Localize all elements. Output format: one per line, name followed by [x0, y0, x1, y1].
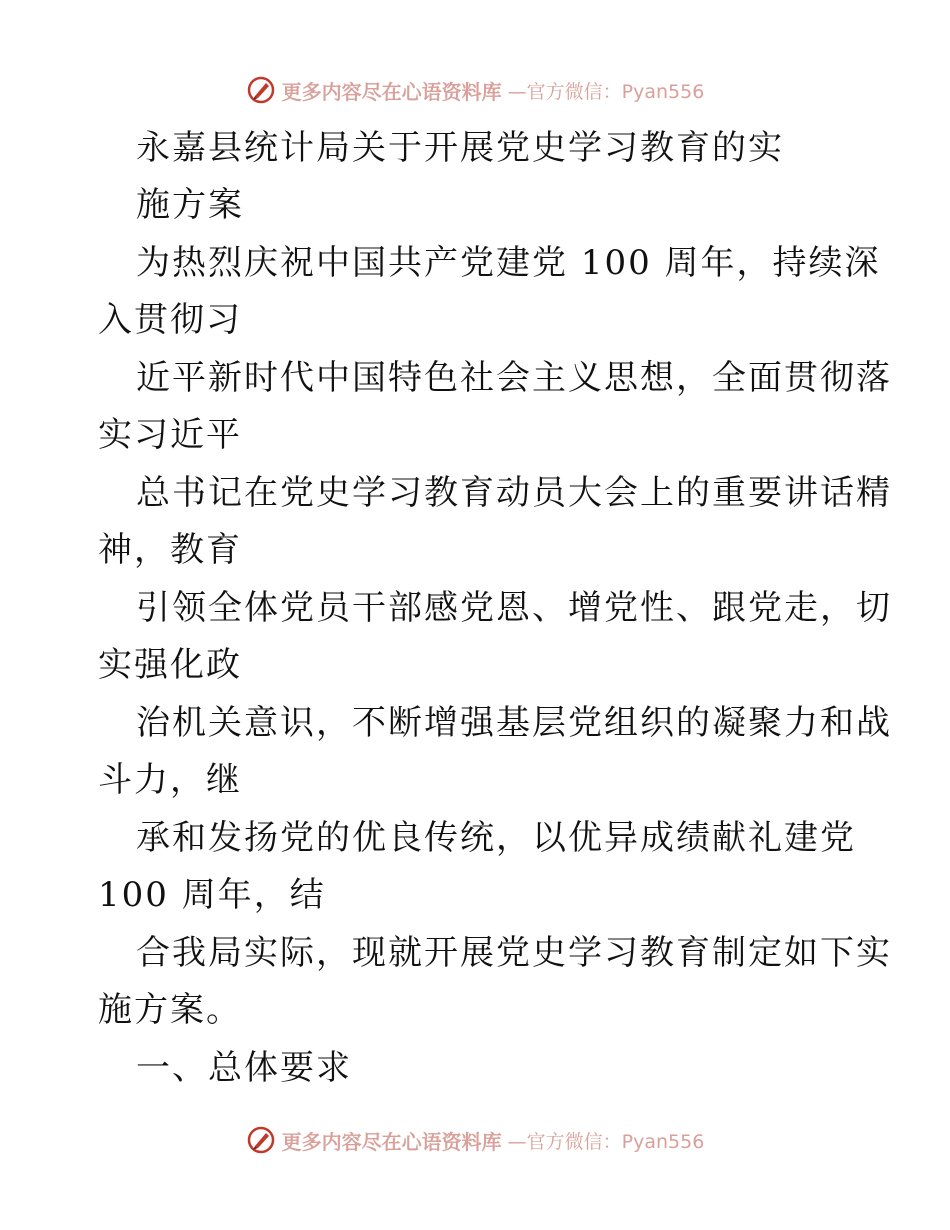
section-heading: 一、总体要求 — [136, 1048, 352, 1088]
paragraph-line: 施方案。 — [98, 990, 242, 1030]
watermark-contact-text: —官方微信：Pyan556 — [507, 1130, 705, 1153]
pen-circle-logo-icon — [246, 1125, 276, 1155]
watermark-contact-text: —官方微信：Pyan556 — [507, 80, 705, 103]
document-title-line-1: 永嘉县统计局关于开展党史学习教育的实 — [136, 128, 784, 168]
paragraph-line: 总书记在党史学习教育动员大会上的重要讲话精 — [136, 473, 892, 513]
paragraph-line: 近平新时代中国特色社会主义思想，全面贯彻落 — [136, 358, 892, 398]
paragraph-line: 治机关意识，不断增强基层党组织的凝聚力和战 — [136, 703, 892, 743]
header-watermark — [0, 72, 950, 108]
paragraph-line: 合我局实际，现就开展党史学习教育制定如下实 — [136, 933, 892, 973]
pen-circle-logo-icon — [246, 75, 276, 105]
paragraph-line: 斗力，继 — [98, 760, 242, 800]
paragraph-line: 神，教育 — [98, 530, 242, 570]
paragraph-line: 入贯彻习 — [98, 300, 242, 340]
watermark-brand-text: 更多内容尽在心语资料库 — [281, 1129, 502, 1154]
document-title-line-2: 施方案 — [136, 185, 244, 225]
paragraph-line: 实强化政 — [98, 645, 242, 685]
paragraph-line: 为热烈庆祝中国共产党建党 100 周年，持续深 — [136, 243, 881, 283]
paragraph-line: 承和发扬党的优良传统，以优异成绩献礼建党 — [136, 818, 856, 858]
paragraph-line: 100 周年，结 — [98, 875, 326, 915]
paragraph-line: 实习近平 — [98, 415, 242, 455]
footer-watermark — [0, 1122, 950, 1158]
watermark-brand-text: 更多内容尽在心语资料库 — [281, 79, 502, 104]
paragraph-line: 引领全体党员干部感党恩、增党性、跟党走，切 — [136, 588, 892, 628]
